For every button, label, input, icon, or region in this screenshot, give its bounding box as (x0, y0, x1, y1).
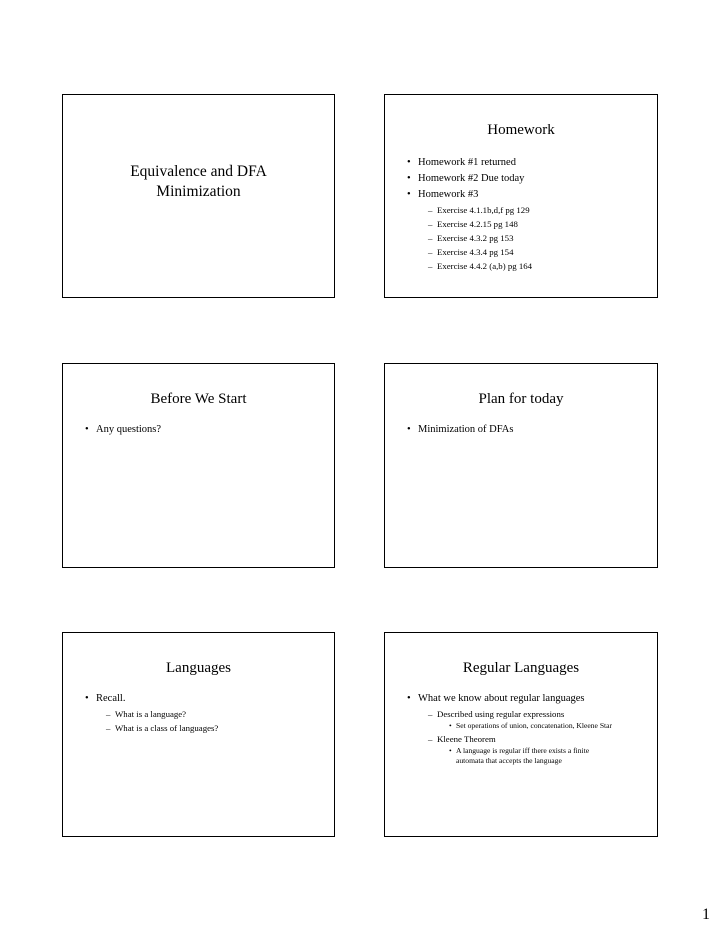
detail-item: • A language is regular iff there exists a finite automata that accepts the language (449, 746, 606, 766)
title-line-2: Minimization (156, 183, 241, 200)
sub-list (96, 707, 326, 735)
list-item: • Minimization of DFAs (407, 422, 649, 438)
list-item: • Homework #1 returned (407, 155, 649, 171)
slide-homework (384, 94, 658, 298)
sub-item: – Exercise 4.4.2 (a,b) pg 164 (428, 259, 649, 273)
slide-heading: Homework (487, 122, 555, 138)
detail-item: • Set operations of union, concatenation, Kleene Star (449, 721, 649, 731)
sub-item: – Exercise 4.1.1b,d,f pg 129 (428, 203, 649, 217)
slide-heading: Languages (166, 660, 231, 676)
sub-item: – Exercise 4.3.2 pg 153 (428, 231, 649, 245)
sub-item (428, 732, 649, 767)
list-item (407, 691, 649, 767)
bullet-list (407, 155, 649, 273)
slide-languages (62, 632, 335, 837)
bullet-list (85, 422, 326, 438)
slide-regular-languages (384, 632, 658, 837)
page-number: 1 (702, 906, 710, 923)
slide-heading: Regular Languages (462, 660, 580, 676)
list-item: • Homework #2 Due today (407, 171, 649, 187)
slide-before-we-start (62, 363, 335, 568)
slide-title (62, 94, 335, 298)
sub-item: – Exercise 4.2.15 pg 148 (428, 217, 649, 231)
sub-item-label: Described using regular expressions (437, 709, 565, 719)
slide-heading: Before We Start (150, 391, 247, 407)
sub-list (418, 707, 649, 767)
sub-item-label: Kleene Theorem (437, 734, 496, 744)
bullet-list (407, 691, 649, 767)
list-item (85, 691, 326, 735)
sub-item: – What is a language? (106, 707, 326, 721)
sub-item: – What is a class of languages? (106, 721, 326, 735)
detail-list (437, 746, 649, 767)
detail-list (437, 721, 649, 732)
list-item-label: What we know about regular languages (418, 693, 585, 704)
slide-heading: Plan for today (478, 391, 564, 407)
sub-list (418, 203, 649, 273)
slide-plan (384, 363, 658, 568)
title-line-1: Equivalence and DFA (130, 163, 267, 180)
bullet-list (85, 691, 326, 735)
sub-item (428, 707, 649, 732)
list-item-label: Homework #3 (418, 189, 479, 200)
list-item: • Any questions? (85, 422, 326, 438)
list-item-label: Recall. (96, 693, 126, 704)
list-item (407, 187, 649, 273)
bullet-list (407, 422, 649, 438)
sub-item: – Exercise 4.3.4 pg 154 (428, 245, 649, 259)
